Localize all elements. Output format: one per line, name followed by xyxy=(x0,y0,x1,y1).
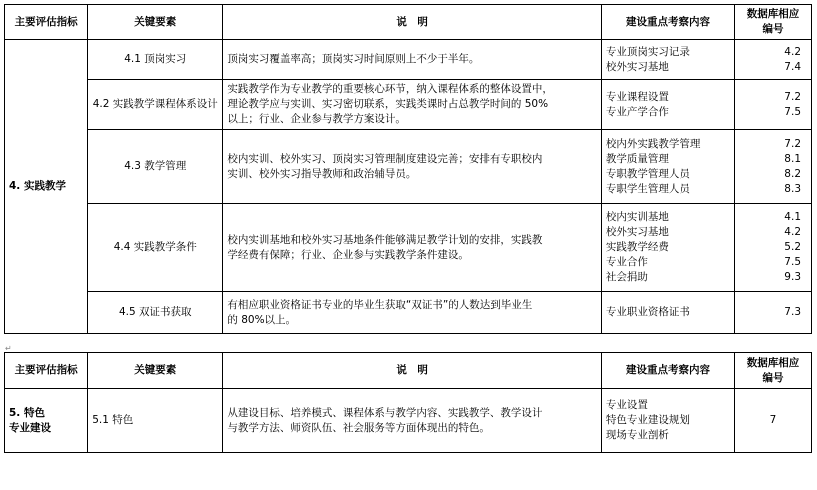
evaluation-table-feature xyxy=(4,352,812,453)
desc-cell: 有相应职业资格证书专业的毕业生获取“双证书”的人数达到毕业生 的 80%以上。 xyxy=(223,292,602,334)
paragraph-mark: ↵ xyxy=(5,344,12,353)
focus-cell: 专业课程设置 专业产学合作 xyxy=(601,80,734,130)
indicator-cell: 5. 特色 专业建设 xyxy=(5,389,88,453)
element-cell: 4.5 双证书获取 xyxy=(88,292,223,334)
table-row xyxy=(5,292,812,334)
table-row xyxy=(5,204,812,292)
element-cell: 4.1 顶岗实习 xyxy=(88,40,223,80)
db-cell: 7.2 8.1 8.2 8.3 xyxy=(735,130,812,204)
db-cell: 4.1 4.2 5.2 7.5 9.3 xyxy=(735,204,812,292)
table-row xyxy=(5,40,812,80)
header-indicator: 主要评估指标 xyxy=(5,353,88,389)
desc-cell: 实践教学作为专业教学的重要核心环节，纳入课程体系的整体设置中， 理论教学应与实训、实习密切联系，实践类课时占总教学时间的 50% 以上；行业、企业参与教学方案设计。 xyxy=(223,80,602,130)
header-focus: 建设重点考察内容 xyxy=(601,353,734,389)
header-desc: 说 明 xyxy=(223,353,602,389)
focus-cell: 校内外实践教学管理 教学质量管理 专职教学管理人员 专职学生管理人员 xyxy=(601,130,734,204)
db-cell: 4.2 7.4 xyxy=(735,40,812,80)
table-row xyxy=(5,80,812,130)
element-cell: 4.4 实践教学条件 xyxy=(88,204,223,292)
element-cell: 4.2 实践教学课程体系设计 xyxy=(88,80,223,130)
header-indicator: 主要评估指标 xyxy=(5,5,88,40)
header-element: 关键要素 xyxy=(88,5,223,40)
desc-cell: 从建设目标、培养模式、课程体系与教学内容、实践教学、教学设计 与教学方法、师资队伍、社会服务等方面体现出的特色。 xyxy=(223,389,602,453)
desc-cell: 顶岗实习覆盖率高；顶岗实习时间原则上不少于半年。 xyxy=(223,40,602,80)
indicator-cell: 4. 实践教学 xyxy=(5,40,88,334)
desc-cell: 校内实训、校外实习、顶岗实习管理制度建设完善；安排有专职校内 实训、校外实习指导教师和政治辅导员。 xyxy=(223,130,602,204)
table-row xyxy=(5,130,812,204)
header-focus: 建设重点考察内容 xyxy=(601,5,734,40)
focus-cell: 校内实训基地 校外实习基地 实践教学经费 专业合作 社会捐助 xyxy=(601,204,734,292)
evaluation-table-practice xyxy=(4,4,812,334)
table-header-row xyxy=(5,5,812,40)
desc-cell: 校内实训基地和校外实习基地条件能够满足教学计划的安排，实践教 学经费有保障；行业、企业参与实践教学条件建设。 xyxy=(223,204,602,292)
table-row xyxy=(5,389,812,453)
focus-cell: 专业设置 特色专业建设规划 现场专业剖析 xyxy=(601,389,734,453)
table-header-row xyxy=(5,353,812,389)
header-desc: 说 明 xyxy=(223,5,602,40)
db-cell: 7 xyxy=(735,389,812,453)
header-db: 数据库相应 编号 xyxy=(735,353,812,389)
db-cell: 7.2 7.5 xyxy=(735,80,812,130)
focus-cell: 专业顶岗实习记录 校外实习基地 xyxy=(601,40,734,80)
db-cell: 7.3 xyxy=(735,292,812,334)
header-element: 关键要素 xyxy=(88,353,223,389)
element-cell: 5.1 特色 xyxy=(88,389,223,453)
focus-cell: 专业职业资格证书 xyxy=(601,292,734,334)
header-db: 数据库相应 编号 xyxy=(735,5,812,40)
element-cell: 4.3 教学管理 xyxy=(88,130,223,204)
